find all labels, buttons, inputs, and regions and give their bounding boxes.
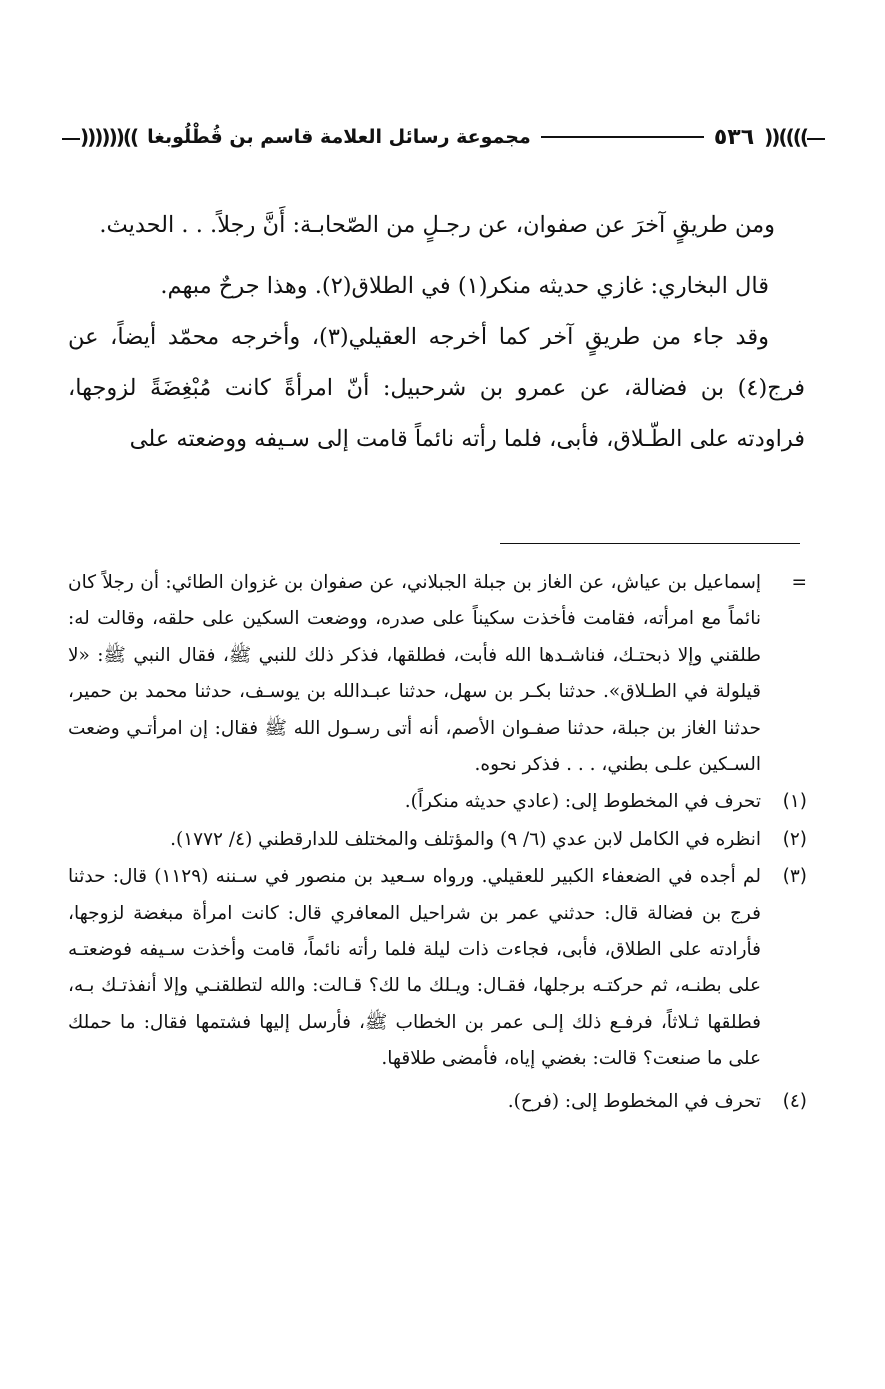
main-paragraph: قال البخاري: غازي حديثه منكر(١) في الطلاق(٢). وهذا جرحٌ مبهم.: [160, 273, 769, 299]
footnote: [68, 1084, 807, 1120]
footnote-text: تحرف في المخطوط إلى: (عادي حديثه منكراً).: [404, 791, 761, 813]
footnote-marker: (١): [782, 791, 807, 813]
footnote: [68, 784, 807, 820]
header-rule: [541, 136, 704, 138]
footnote-text: إسماعيل بن عياش، عن الغاز بن جبلة الجبلاني، عن صفوان بن غزوان الطائي: أن رجلاً كان نائماً مع امرأته، فقامت فأخذت سكيناً على صدره، ووضعت السكين على حلقه، وقالت له: طلقني وإلا ذبحتـك، فناشـدها الله فأبت، فطلقها، فذكر ذلك للنبي ﷺ، فقال النبي ﷺ: «لا قيلولة في الطـلاق». حدثنا بكـر بن سهل، حدثنا عبـدالله بن يوسـف، حدثنا محمد بن حمير، حدثنا الغاز بن جبلة، حدثنا صفـوان الأصم، أنه أتى رسـول الله ﷺ فقال: إن امرأتـي وضعت السـكين علـى بطني، . . . فذكر نحوه.: [68, 572, 761, 776]
footnote-text: انظره في الكامل لابن عدي (٦/ ٩) والمؤتلف والمختلف للدارقطني (٤/ ١٧٧٢).: [170, 828, 761, 850]
footnotes: [68, 565, 807, 1120]
header-ornament-right: ))))((: [764, 125, 825, 149]
running-title: مجموعة رسائل العلامة قاسم بن قُطْلُوبغا: [147, 126, 531, 148]
header-ornament-left: ))((((((: [62, 125, 137, 149]
footnote-marker: =: [791, 572, 807, 593]
footnote: [68, 859, 807, 1077]
footnote-text: تحرف في المخطوط إلى: (فرح).: [507, 1090, 761, 1112]
footnote-marker: (٤): [782, 1090, 807, 1112]
footnote-separator: [500, 543, 800, 544]
footnote: [68, 822, 807, 858]
running-header: [62, 118, 825, 156]
footnote-continuation: [68, 565, 807, 783]
footnote-marker: (٢): [782, 828, 807, 850]
page-number: ٥٣٦: [713, 124, 755, 150]
footnote-marker: (٣): [782, 866, 807, 888]
main-paragraph: وقد جاء من طريقٍ آخر كما أخرجه العقيلي(٣)، وأخرجه محمّد أيضاً، عن فرج(٤) بن فضالة، عن عمرو بن شرحبيل: أنّ امرأةً كانت مُبْغِضَةً لزوجها، فراودته على الطّـلاق، فأبى، فلما رأته نائماً قامت إلى سـيفه ووضعته على: [68, 324, 805, 452]
main-text: [68, 200, 805, 465]
main-paragraph: ومن طريقٍ آخرَ عن صفوان، عن رجـلٍ من الصّحابـة: أَنَّ رجلاً. . . الحديث.: [99, 212, 775, 238]
footnote-text: لم أجده في الضعفاء الكبير للعقيلي. ورواه سـعيد بن منصور في سـننه (١١٢٩) قال: حدثنا فرج بن فضالة قال: حدثني عمر بن شراحيل المعافري قال: كانت امرأة مبغضة لزوجها، فأرادته على الطلاق، فأبى، فجاءت ذات ليلة فلما رأته نائماً، قامت وأخذت سـيفه فوضعتـه على بطنـه، ثم حركتـه برجلها، فقـال: ويـلك ما لك؟ قـالت: والله لتطلقنـي وإلا أنفذتـك بـه، فطلقها ثـلاثاً، فرفـع ذلك إلـى عمر بن الخطاب ﷺ، فأرسل إليها فشتمها فقال: ما حملك على ما صنعت؟ قالت: بغضي إياه، فأمضى طلاقها.: [68, 866, 761, 1070]
